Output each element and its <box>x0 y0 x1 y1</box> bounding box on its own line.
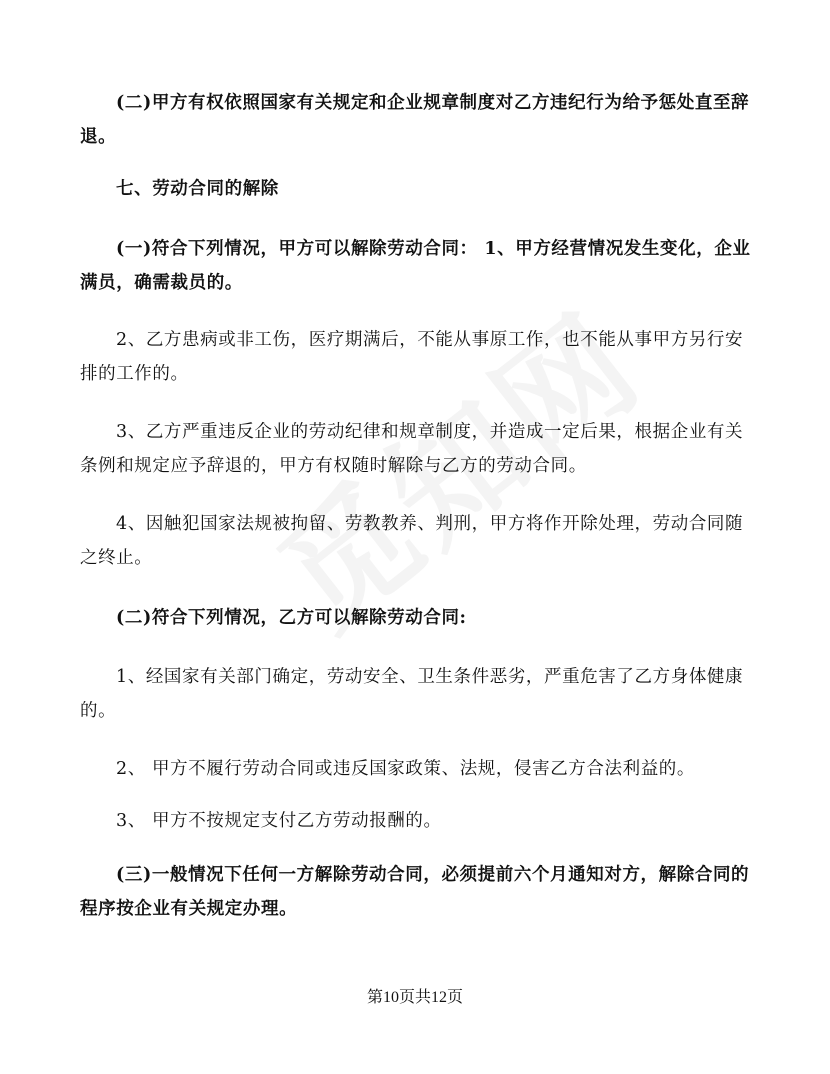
paragraph-b-item-3-payment: 3、 甲方不按规定支付乙方劳动报酬的。 <box>116 811 442 831</box>
paragraph-item-4-legal: 4、因触犯国家法规被拘留、劳教教养、判刑，甲方将作开除处理，劳动合同随之终止。 <box>80 514 744 568</box>
paragraph-dismissal-right: (二)甲方有权依照国家有关规定和企业规章制度对乙方违纪行为给予惩处直至辞退。 <box>80 93 750 147</box>
paragraph-item-2-illness: 2、乙方患病或非工伤，医疗期满后，不能从事原工作，也不能从事甲方另行安排的工作的。 <box>80 330 744 384</box>
paragraph-b-item-2-contract: 2、 甲方不履行劳动合同或违反国家政策、法规，侵害乙方合法利益的。 <box>116 759 695 779</box>
paragraph-general-notice: (三)一般情况下任何一方解除劳动合同，必须提前六个月通知对方，解除合同的程序按企业有关规定办理。 <box>80 865 750 919</box>
paragraph-b-item-1-safety: 1、经国家有关部门确定，劳动安全、卫生条件恶劣，严重危害了乙方身体健康的。 <box>80 667 744 721</box>
paragraph-party-b-termination: (二)符合下列情况，乙方可以解除劳动合同: <box>116 608 467 628</box>
section-heading-contract-termination: 七、劳动合同的解除 <box>116 179 279 199</box>
paragraph-party-a-termination: (一)符合下列情况，甲方可以解除劳动合同： 1、甲方经营情况发生变化，企业满员，确需裁员的。 <box>80 239 751 293</box>
page-number-footer: 第10页共12页 <box>366 989 463 1006</box>
paragraph-item-3-violation: 3、乙方严重违反企业的劳动纪律和规章制度，并造成一定后果，根据企业有关条例和规定应予辞退的，甲方有权随时解除与乙方的劳动合同。 <box>80 422 744 476</box>
